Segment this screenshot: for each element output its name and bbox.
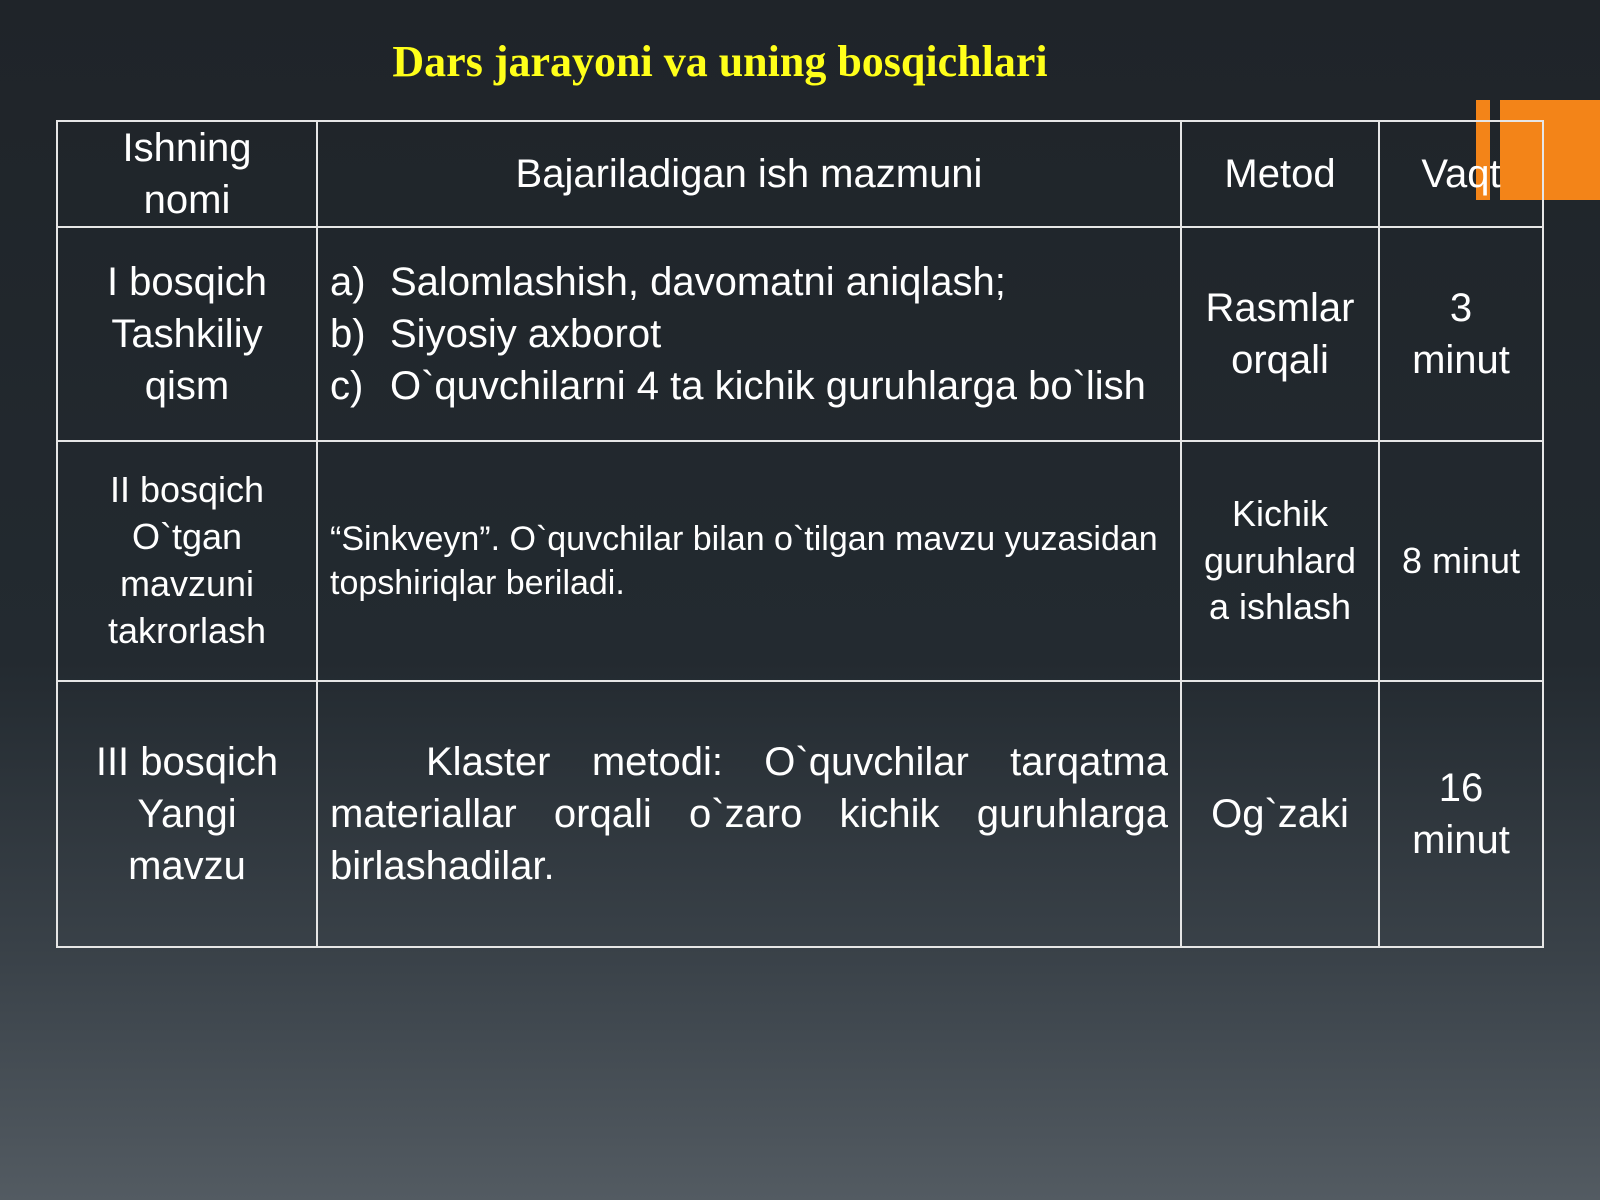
stage-content-cell: Klaster metodi: O`quvchilar tarqatma materiallar orqali o`zaro kichik guruhlarga birlashadilar. [317,681,1181,947]
list-item: c) O`quvchilarni 4 ta kichik guruhlarga bo`lish [330,364,1146,408]
stage-method-cell: Kichik guruhlard a ishlash [1181,441,1379,681]
list-item: a) Salomlashish, davomatni aniqlash; [330,260,1006,304]
stage-time-cell: 8 minut [1379,441,1543,681]
stage-time-cell: 3 minut [1379,227,1543,441]
stage-content-cell [317,227,1181,441]
table-row [57,681,1543,947]
header-name: Ishning nomi [57,121,317,227]
stage-time-cell: 16 minut [1379,681,1543,947]
header-content: Bajariladigan ish mazmuni [317,121,1181,227]
table-row [57,227,1543,441]
list-item: b) Siyosiy axborot [330,312,662,356]
task-list [318,256,1180,412]
header-time: Vaqt [1379,121,1543,227]
lesson-plan-table [56,120,1544,948]
stage-method-cell: Og`zaki [1181,681,1379,947]
table-header-row [57,121,1543,227]
slide-title: Dars jarayoni va uning bosqichlari [392,37,1048,86]
stage-name-cell: II bosqich O`tgan mavzuni takrorlash [57,441,317,681]
header-method: Metod [1181,121,1379,227]
stage-name-cell: I bosqich Tashkiliy qism [57,227,317,441]
table-row [57,441,1543,681]
stage-method-cell: Rasmlar orqali [1181,227,1379,441]
stage-content-cell: “Sinkveyn”. O`quvchilar bilan o`tilgan mavzu yuzasidan topshiriqlar beriladi. [317,441,1181,681]
stage-name-cell: III bosqich Yangi mavzu [57,681,317,947]
